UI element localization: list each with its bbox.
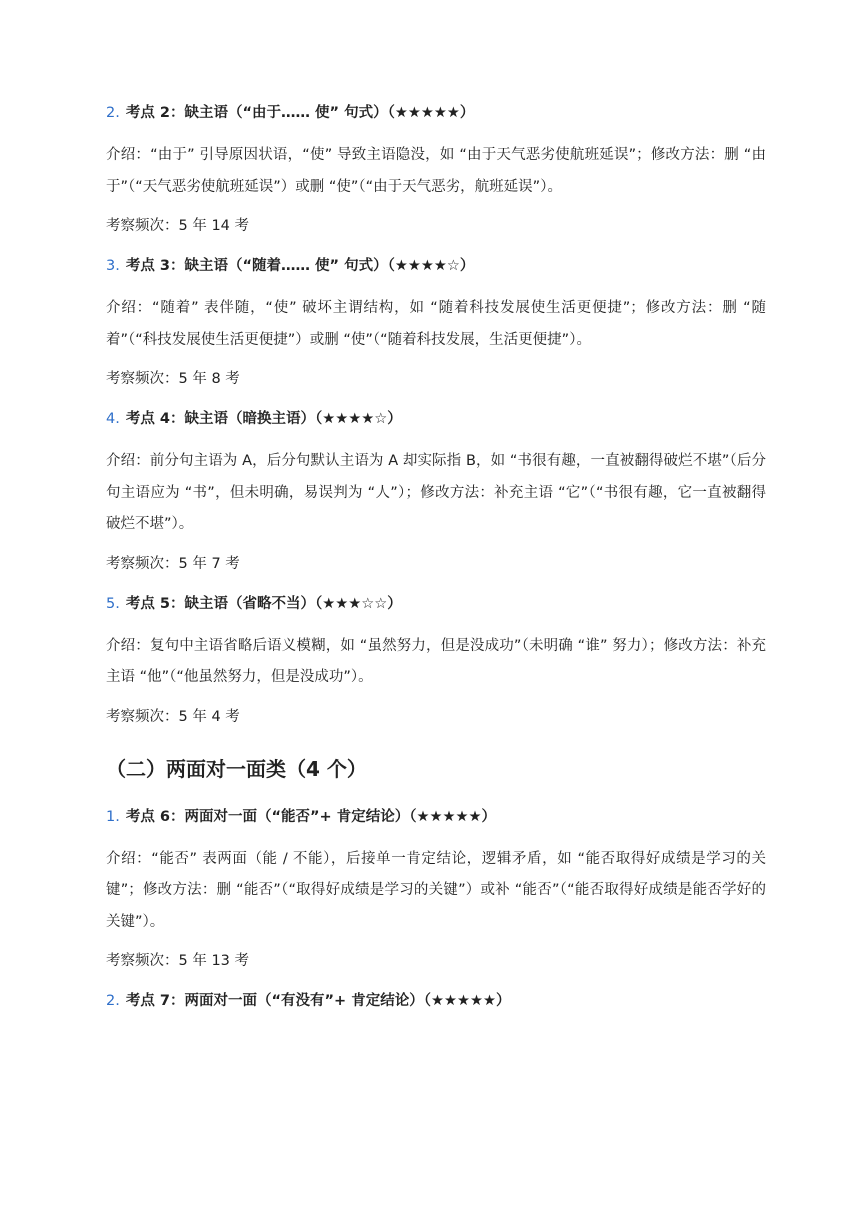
item-intro: 介绍：“随着” 表伴随，“使” 破坏主谓结构，如 “随着科技发展使生活更便捷”；修改方法：删 “随着”（“科技发展使生活更便捷”）或删 “使”（“随着科技发展，生活更便捷”）。 bbox=[106, 300, 766, 348]
section-heading: （二）两面对一面类（4 个） bbox=[106, 756, 367, 781]
list-number: 5. bbox=[106, 595, 120, 612]
item-intro: 介绍：复句中主语省略后语义模糊，如 “虽然努力，但是没成功”（未明确 “谁” 努力）；修改方法：补充主语 “他”（“他虽然努力，但是没成功”）。 bbox=[106, 637, 766, 685]
item-point-2 bbox=[106, 100, 766, 239]
item-point-7 bbox=[106, 988, 766, 1014]
item-heading bbox=[106, 100, 766, 126]
item-heading bbox=[106, 591, 766, 617]
list-number: 2. bbox=[106, 993, 120, 1009]
item-heading bbox=[106, 804, 766, 830]
item-title: 考点 5：缺主语（省略不当）（★★★☆☆） bbox=[125, 595, 402, 612]
item-title: 考点 6：两面对一面（“能否”+ 肯定结论）（★★★★★） bbox=[125, 808, 496, 825]
item-point-6 bbox=[106, 804, 766, 975]
list-number: 1. bbox=[106, 808, 120, 825]
item-frequency: 考察频次：5 年 13 考 bbox=[106, 953, 250, 969]
item-point-4 bbox=[106, 406, 766, 577]
list-number: 4. bbox=[106, 411, 120, 427]
list-number: 2. bbox=[106, 105, 120, 121]
item-point-5 bbox=[106, 591, 766, 730]
item-intro: 介绍：“能否” 表两面（能 / 不能），后接单一肯定结论，逻辑矛盾，如 “能否取得好成绩是学习的关键”；修改方法：删 “能否”（“取得好成绩是学习的关键”）或补 “能否”（“能否取得好成绩是能否学好的关键”）。 bbox=[106, 850, 766, 930]
item-title: 考点 4：缺主语（暗换主语）（★★★★☆） bbox=[125, 411, 402, 427]
item-frequency: 考察频次：5 年 7 考 bbox=[106, 555, 240, 572]
item-intro: 介绍：前分句主语为 A，后分句默认主语为 A 却实际指 B，如 “书很有趣，一直被翻得破烂不堪”（后分句主语应为 “书”，但未明确，易误判为 “人”）；修改方法：补充主语 “它”（“书很有趣，它一直被翻得破烂不堪”）。 bbox=[106, 453, 766, 532]
item-frequency: 考察频次：5 年 8 考 bbox=[106, 371, 240, 387]
item-heading bbox=[106, 253, 766, 279]
item-point-3 bbox=[106, 253, 766, 392]
item-title: 考点 3：缺主语（“随着…… 使” 句式）（★★★★☆） bbox=[125, 258, 475, 274]
item-title: 考点 7：两面对一面（“有没有”+ 肯定结论）（★★★★★） bbox=[125, 993, 511, 1009]
item-heading bbox=[106, 988, 766, 1014]
item-intro: 介绍：“由于” 引导原因状语，“使” 导致主语隐没，如 “由于天气恶劣使航班延误”；修改方法：删 “由于”（“天气恶劣使航班延误”）或删 “使”（“由于天气恶劣，航班延误”）。 bbox=[106, 147, 766, 195]
item-frequency: 考察频次：5 年 14 考 bbox=[106, 218, 250, 234]
item-frequency: 考察频次：5 年 4 考 bbox=[106, 708, 240, 725]
item-heading bbox=[106, 406, 766, 432]
list-number: 3. bbox=[106, 258, 120, 274]
document-page bbox=[106, 100, 766, 1028]
item-title: 考点 2：缺主语（“由于…… 使” 句式）（★★★★★） bbox=[125, 105, 475, 121]
